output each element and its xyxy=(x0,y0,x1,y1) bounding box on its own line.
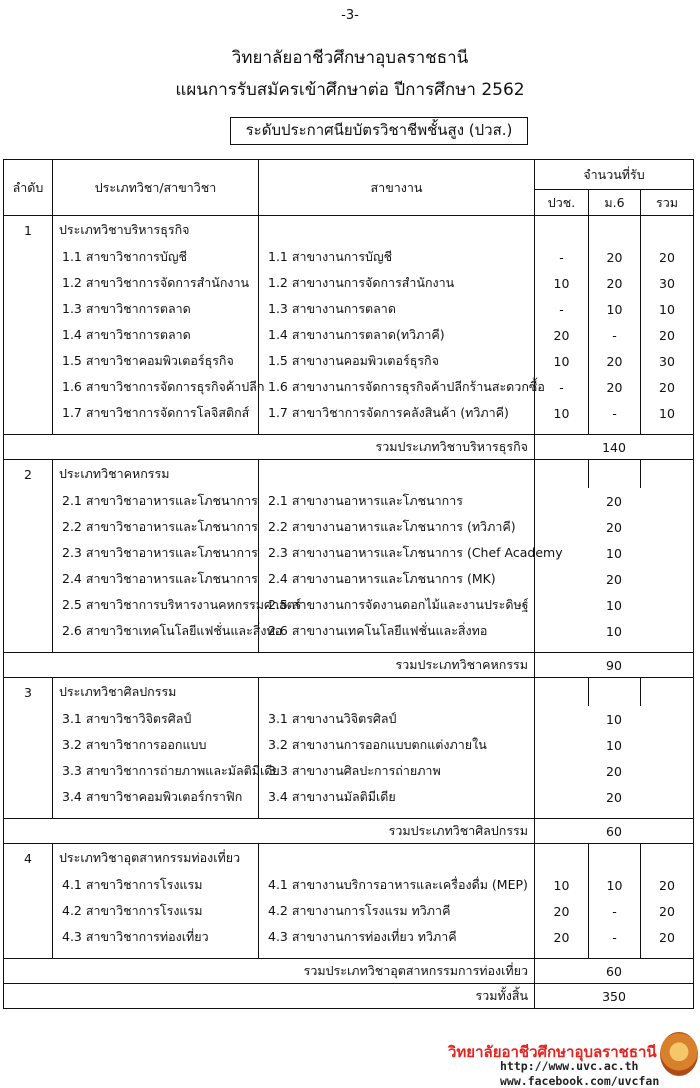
quota-m6-cell: 20 xyxy=(589,374,641,400)
field-cell: 4.3 สาขางานการท่องเที่ยว ทวิภาคี xyxy=(259,924,535,950)
subtotal-label: รวมประเภทวิชาคหกรรม xyxy=(4,653,535,678)
subtotal-value: 90 xyxy=(535,653,694,678)
field-cell: 3.1 สาขางานวิจิตรศิลป์ xyxy=(259,706,535,732)
category-name: ประเภทวิชาศิลปกรรม xyxy=(53,678,259,707)
quota-vocational-cell: 10 xyxy=(535,872,589,898)
empty-cell xyxy=(4,374,53,400)
field-cell: 3.3 สาขางานศิลปะการถ่ายภาพ xyxy=(259,758,535,784)
program-cell: 1.1 สาขาวิชาการบัญชี xyxy=(53,244,259,270)
header-m6: ม.6 xyxy=(589,190,641,216)
quota-total-cell: 10 xyxy=(535,540,694,566)
program-cell: 3.3 สาขาวิชาการถ่ายภาพและมัลติมีเดีย xyxy=(53,758,259,784)
table-row xyxy=(4,296,694,322)
table-row xyxy=(4,514,694,540)
table-row xyxy=(4,374,694,400)
quota-total-cell: 30 xyxy=(641,348,694,374)
empty-cell xyxy=(4,872,53,898)
empty-cell xyxy=(589,678,641,707)
field-cell: 2.5 สาขางานการจัดงานดอกไม้และงานประดิษฐ์ xyxy=(259,592,535,618)
program-cell: 2.3 สาขาวิชาอาหารและโภชนาการ xyxy=(53,540,259,566)
footer-facebook-link[interactable]: www.facebook.com/uvcfan xyxy=(500,1074,660,1088)
subtotal-value: 60 xyxy=(535,959,694,984)
quota-m6-cell: 20 xyxy=(589,348,641,374)
empty-cell xyxy=(259,216,535,245)
field-cell: 4.2 สาขางานการโรงแรม ทวิภาคี xyxy=(259,898,535,924)
empty-cell xyxy=(535,810,694,819)
header-vocational: ปวช. xyxy=(535,190,589,216)
empty-cell xyxy=(589,460,641,489)
empty-cell xyxy=(4,618,53,644)
quota-vocational-cell: 20 xyxy=(535,898,589,924)
field-cell: 1.6 สาขางานการจัดการธุรกิจค้าปลีกร้านสะดวกซื้อ xyxy=(259,374,535,400)
empty-cell xyxy=(259,644,535,653)
category-name: ประเภทวิชาคหกรรม xyxy=(53,460,259,489)
table-row xyxy=(4,758,694,784)
program-cell: 3.2 สาขาวิชาการออกแบบ xyxy=(53,732,259,758)
quota-vocational-cell: 20 xyxy=(535,924,589,950)
empty-cell xyxy=(4,322,53,348)
program-cell: 3.4 สาขาวิชาคอมพิวเตอร์กราฟิก xyxy=(53,784,259,810)
quota-total-cell: 20 xyxy=(641,898,694,924)
field-cell: 2.2 สาขางานอาหารและโภชนาการ (ทวิภาคี) xyxy=(259,514,535,540)
subtotal-label: รวมประเภทวิชาศิลปกรรม xyxy=(4,819,535,844)
subtotal-row xyxy=(4,435,694,460)
header-total: รวม xyxy=(641,190,694,216)
program-cell: 2.4 สาขาวิชาอาหารและโภชนาการ xyxy=(53,566,259,592)
program-cell: 1.3 สาขาวิชาการตลาด xyxy=(53,296,259,322)
quota-total-cell: 20 xyxy=(535,514,694,540)
grand-total-label: รวมทั้งสิ้น xyxy=(4,984,535,1009)
table-row xyxy=(4,706,694,732)
quota-total-cell: 10 xyxy=(535,706,694,732)
quota-vocational-cell: - xyxy=(535,296,589,322)
quota-m6-cell: - xyxy=(589,400,641,426)
admission-plan-table xyxy=(3,159,694,1009)
empty-cell xyxy=(641,460,694,489)
quota-vocational-cell: 10 xyxy=(535,348,589,374)
college-name-heading: วิทยาลัยอาชีวศึกษาอุบลราชธานี xyxy=(231,48,469,68)
footer-college-logo-text: วิทยาลัยอาชีวศึกษาอุบลราชธานี xyxy=(448,1043,657,1061)
empty-cell xyxy=(589,426,641,435)
quota-total-cell: 20 xyxy=(535,784,694,810)
quota-total-cell: 10 xyxy=(535,732,694,758)
table-row xyxy=(4,270,694,296)
empty-cell xyxy=(535,216,589,245)
empty-cell xyxy=(589,844,641,873)
empty-cell xyxy=(641,426,694,435)
quota-vocational-cell: 10 xyxy=(535,400,589,426)
empty-cell xyxy=(259,678,535,707)
program-cell: 1.6 สาขาวิชาการจัดการธุรกิจค้าปลีก xyxy=(53,374,259,400)
table-row xyxy=(4,322,694,348)
program-cell: 4.3 สาขาวิชาการท่องเที่ยว xyxy=(53,924,259,950)
category-row xyxy=(4,460,694,489)
empty-cell xyxy=(4,540,53,566)
quota-vocational-cell: 20 xyxy=(535,322,589,348)
program-cell: 1.5 สาขาวิชาคอมพิวเตอร์ธุรกิจ xyxy=(53,348,259,374)
empty-cell xyxy=(4,706,53,732)
quota-total-cell: 10 xyxy=(641,296,694,322)
quota-total-cell: 10 xyxy=(535,592,694,618)
program-cell: 2.6 สาขาวิชาเทคโนโลยีแฟชั่นและสิ่งทอ xyxy=(53,618,259,644)
quota-vocational-cell: - xyxy=(535,374,589,400)
field-cell: 2.4 สาขางานอาหารและโภชนาการ (MK) xyxy=(259,566,535,592)
quota-m6-cell: 20 xyxy=(589,270,641,296)
field-cell: 1.3 สาขางานการตลาด xyxy=(259,296,535,322)
field-cell: 3.2 สาขางานการออกแบบตกแต่งภายใน xyxy=(259,732,535,758)
empty-cell xyxy=(641,678,694,707)
quota-vocational-cell: - xyxy=(535,244,589,270)
empty-cell xyxy=(535,426,589,435)
field-cell: 1.1 สาขางานการบัญชี xyxy=(259,244,535,270)
subtotal-row xyxy=(4,653,694,678)
table-row xyxy=(4,732,694,758)
table-row xyxy=(4,618,694,644)
category-number: 4 xyxy=(4,844,53,873)
table-row xyxy=(4,872,694,898)
empty-cell xyxy=(4,950,53,959)
quota-total-cell: 20 xyxy=(641,322,694,348)
category-row xyxy=(4,678,694,707)
quota-total-cell: 20 xyxy=(535,488,694,514)
category-number: 1 xyxy=(4,216,53,245)
empty-cell xyxy=(535,644,694,653)
empty-cell xyxy=(641,844,694,873)
program-cell: 4.1 สาขาวิชาการโรงแรม xyxy=(53,872,259,898)
category-row xyxy=(4,216,694,245)
category-number: 2 xyxy=(4,460,53,489)
empty-cell xyxy=(4,244,53,270)
header-no: ลำดับ xyxy=(4,160,53,216)
empty-cell xyxy=(535,844,589,873)
empty-cell xyxy=(535,678,589,707)
empty-cell xyxy=(53,426,259,435)
empty-cell xyxy=(4,732,53,758)
empty-cell xyxy=(259,426,535,435)
empty-cell xyxy=(535,460,589,489)
empty-cell xyxy=(535,950,589,959)
quota-total-cell: 30 xyxy=(641,270,694,296)
category-row xyxy=(4,844,694,873)
empty-cell xyxy=(589,216,641,245)
subtotal-value: 60 xyxy=(535,819,694,844)
empty-cell xyxy=(259,844,535,873)
header-field: สาขางาน xyxy=(259,160,535,216)
subtotal-value: 140 xyxy=(535,435,694,460)
empty-cell xyxy=(4,924,53,950)
header-type: ประเภทวิชา/สาขาวิชา xyxy=(53,160,259,216)
empty-cell xyxy=(641,216,694,245)
quota-m6-cell: - xyxy=(589,322,641,348)
empty-cell xyxy=(259,810,535,819)
quota-total-cell: 20 xyxy=(535,566,694,592)
quota-m6-cell: - xyxy=(589,898,641,924)
table-row xyxy=(4,348,694,374)
quota-total-cell: 10 xyxy=(641,400,694,426)
quota-total-cell: 20 xyxy=(641,244,694,270)
empty-cell xyxy=(4,296,53,322)
empty-cell xyxy=(53,950,259,959)
quota-total-cell: 20 xyxy=(641,374,694,400)
field-cell: 2.1 สาขางานอาหารและโภชนาการ xyxy=(259,488,535,514)
table-row xyxy=(4,566,694,592)
college-seal-icon xyxy=(660,1032,698,1076)
category-number: 3 xyxy=(4,678,53,707)
footer-website-link[interactable]: http://www.uvc.ac.th xyxy=(500,1059,639,1073)
table-row xyxy=(4,924,694,950)
spacer-row xyxy=(4,950,694,959)
plan-title: แผนการรับสมัครเข้าศึกษาต่อ ปีการศึกษา 2562 xyxy=(175,80,525,100)
empty-cell xyxy=(4,426,53,435)
table-body xyxy=(4,216,694,1009)
table-row xyxy=(4,488,694,514)
field-cell: 3.4 สาขางานมัลติมีเดีย xyxy=(259,784,535,810)
table-row xyxy=(4,784,694,810)
quota-total-cell: 20 xyxy=(535,758,694,784)
header-count: จำนวนที่รับ xyxy=(535,160,694,190)
program-cell: 4.2 สาขาวิชาการโรงแรม xyxy=(53,898,259,924)
empty-cell xyxy=(53,810,259,819)
quota-vocational-cell: 10 xyxy=(535,270,589,296)
program-cell: 2.1 สาขาวิชาอาหารและโภชนาการ xyxy=(53,488,259,514)
spacer-row xyxy=(4,810,694,819)
quota-m6-cell: 10 xyxy=(589,296,641,322)
page-number: -3- xyxy=(341,8,359,23)
level-box: ระดับประกาศนียบัตรวิชาชีพชั้นสูง (ปวส.) xyxy=(230,117,528,145)
program-cell: 1.2 สาขาวิชาการจัดการสำนักงาน xyxy=(53,270,259,296)
program-cell: 3.1 สาขาวิชาวิจิตรศิลป์ xyxy=(53,706,259,732)
table-row xyxy=(4,592,694,618)
empty-cell xyxy=(4,488,53,514)
subtotal-row xyxy=(4,959,694,984)
field-cell: 1.4 สาขางานการตลาด(ทวิภาคี) xyxy=(259,322,535,348)
field-cell: 1.2 สาขางานการจัดการสำนักงาน xyxy=(259,270,535,296)
empty-cell xyxy=(259,460,535,489)
program-cell: 1.4 สาขาวิชาการตลาด xyxy=(53,322,259,348)
empty-cell xyxy=(4,758,53,784)
empty-cell xyxy=(4,566,53,592)
field-cell: 4.1 สาขางานบริการอาหารและเครื่องดื่ม (MEP) xyxy=(259,872,535,898)
program-cell: 1.7 สาขาวิชาการจัดการโลจิสติกส์ xyxy=(53,400,259,426)
subtotal-row xyxy=(4,819,694,844)
empty-cell xyxy=(4,270,53,296)
quota-m6-cell: 20 xyxy=(589,244,641,270)
empty-cell xyxy=(4,348,53,374)
table-row xyxy=(4,400,694,426)
empty-cell xyxy=(53,644,259,653)
category-name: ประเภทวิชาบริหารธุรกิจ xyxy=(53,216,259,245)
grand-total-value: 350 xyxy=(535,984,694,1009)
table-row xyxy=(4,244,694,270)
empty-cell xyxy=(4,514,53,540)
field-cell: 1.5 สาขางานคอมพิวเตอร์ธุรกิจ xyxy=(259,348,535,374)
quota-total-cell: 20 xyxy=(641,924,694,950)
field-cell: 2.3 สาขางานอาหารและโภชนาการ (Chef Academy xyxy=(259,540,535,566)
quota-m6-cell: 10 xyxy=(589,872,641,898)
quota-m6-cell: - xyxy=(589,924,641,950)
field-cell: 2.6 สาขางานเทคโนโลยีแฟชั่นและสิ่งทอ xyxy=(259,618,535,644)
empty-cell xyxy=(4,784,53,810)
field-cell: 1.7 สาขาวิชาการจัดการคลังสินค้า (ทวิภาคี) xyxy=(259,400,535,426)
spacer-row xyxy=(4,426,694,435)
empty-cell xyxy=(4,810,53,819)
program-cell: 2.2 สาขาวิชาอาหารและโภชนาการ xyxy=(53,514,259,540)
program-cell: 2.5 สาขาวิชาการบริหารงานคหกรรมศาสตร์ xyxy=(53,592,259,618)
empty-cell xyxy=(641,950,694,959)
empty-cell xyxy=(589,950,641,959)
quota-total-cell: 20 xyxy=(641,872,694,898)
quota-total-cell: 10 xyxy=(535,618,694,644)
empty-cell xyxy=(4,592,53,618)
spacer-row xyxy=(4,644,694,653)
grand-total-row xyxy=(4,984,694,1009)
table-row xyxy=(4,898,694,924)
table-row xyxy=(4,540,694,566)
subtotal-label: รวมประเภทวิชาบริหารธุรกิจ xyxy=(4,435,535,460)
category-name: ประเภทวิชาอุตสาหกรรมท่องเที่ยว xyxy=(53,844,259,873)
empty-cell xyxy=(259,950,535,959)
empty-cell xyxy=(4,898,53,924)
subtotal-label: รวมประเภทวิชาอุตสาหกรรมการท่องเที่ยว xyxy=(4,959,535,984)
empty-cell xyxy=(4,644,53,653)
empty-cell xyxy=(4,400,53,426)
